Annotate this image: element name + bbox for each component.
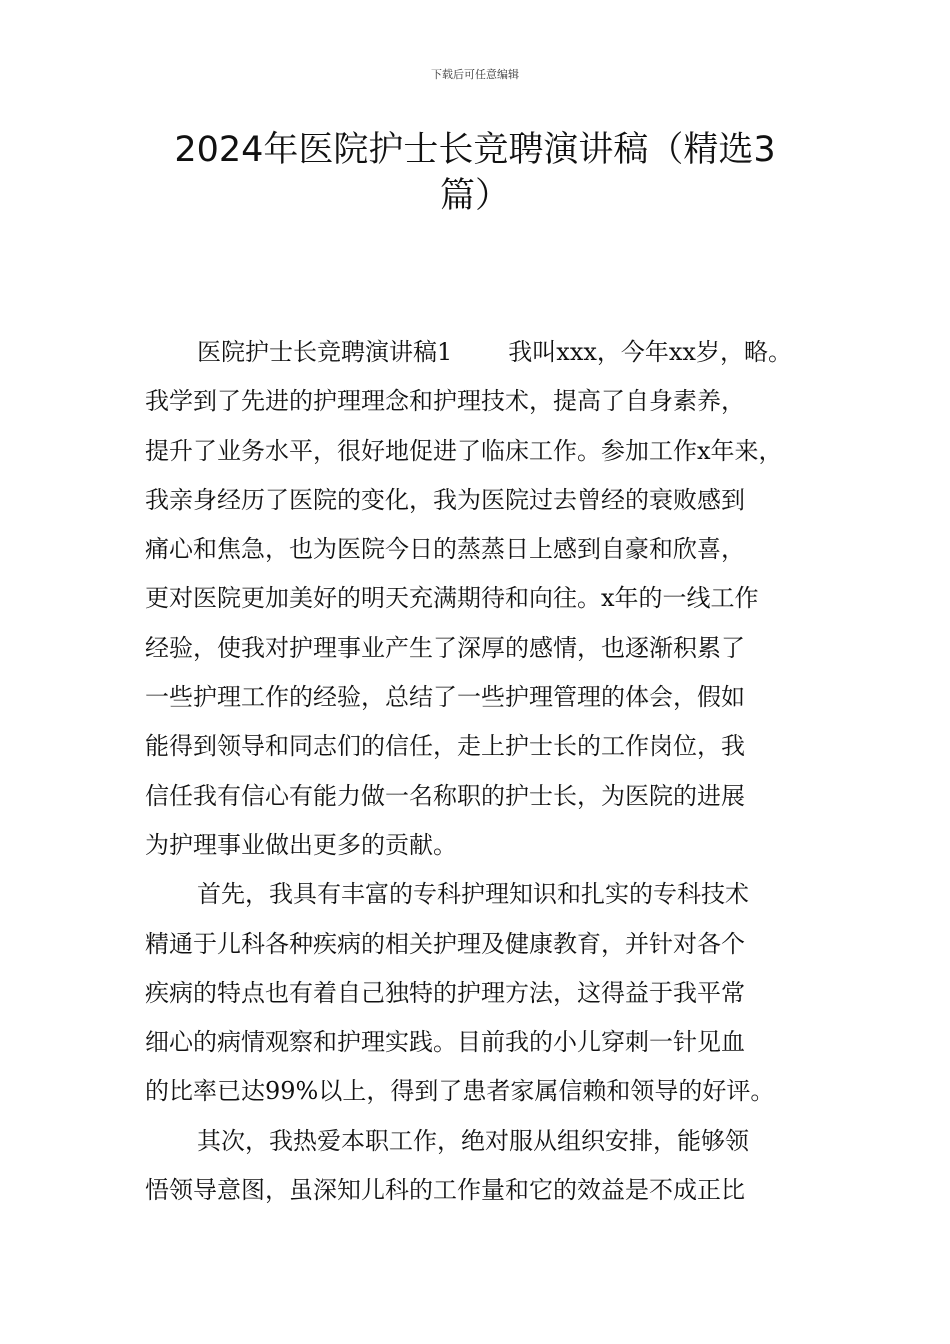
- paragraph-line: 悟领导意图，虽深知儿科的工作量和它的效益是不成正比: [145, 1176, 745, 1205]
- paragraph-text: 我叫xxx，今年xx岁，略。: [508, 338, 792, 366]
- title-line-1: 2024年医院护士长竞聘演讲稿（精选3: [174, 130, 776, 170]
- paragraph-line: 一些护理工作的经验，总结了一些护理管理的体会，假如: [145, 683, 745, 712]
- header-note: 下载后可任意编辑: [431, 68, 519, 81]
- paragraph-line: 我亲身经历了医院的变化，我为医院过去曾经的衰败感到: [145, 485, 745, 514]
- paragraph-line: [145, 328, 835, 377]
- document-title: [165, 127, 785, 219]
- paragraph-line: 的比率已达99%以上，得到了患者家属信赖和领导的好评。: [145, 1077, 775, 1106]
- paragraph-line: 其次，我热爱本职工作，绝对服从组织安排，能够领: [197, 1126, 749, 1155]
- paragraph-line: 痛心和焦急，也为医院今日的蒸蒸日上感到自豪和欣喜，: [145, 535, 745, 564]
- paragraph-line: 精通于儿科各种疾病的相关护理及健康教育，并针对各个: [145, 929, 745, 958]
- paragraph-line: 提升了业务水平，很好地促进了临床工作。参加工作x年来，: [145, 436, 783, 465]
- paragraph-line: 我学到了先进的护理理念和护理技术，提高了自身素养，: [145, 387, 745, 416]
- document-body: [145, 328, 835, 1215]
- paragraph-line: 更对医院更加美好的明天充满期待和向往。x年的一线工作: [145, 584, 759, 613]
- paragraph-line: 疾病的特点也有着自己独特的护理方法，这得益于我平常: [145, 978, 745, 1007]
- title-line-2: 篇）: [439, 176, 510, 216]
- paragraph-line: 首先，我具有丰富的专科护理知识和扎实的专科技术: [197, 880, 749, 909]
- paragraph-line: 信任我有信心有能力做一名称职的护士长，为医院的进展: [145, 781, 745, 810]
- section-heading: 医院护士长竞聘演讲稿1: [197, 338, 453, 366]
- paragraph-line: 为护理事业做出更多的贡献。: [145, 830, 457, 859]
- paragraph-line: 经验，使我对护理事业产生了深厚的感情，也逐渐积累了: [145, 633, 745, 662]
- paragraph-line: 能得到领导和同志们的信任，走上护士长的工作岗位，我: [145, 732, 745, 761]
- paragraph-line: 细心的病情观察和护理实践。目前我的小儿穿刺一针见血: [145, 1028, 745, 1057]
